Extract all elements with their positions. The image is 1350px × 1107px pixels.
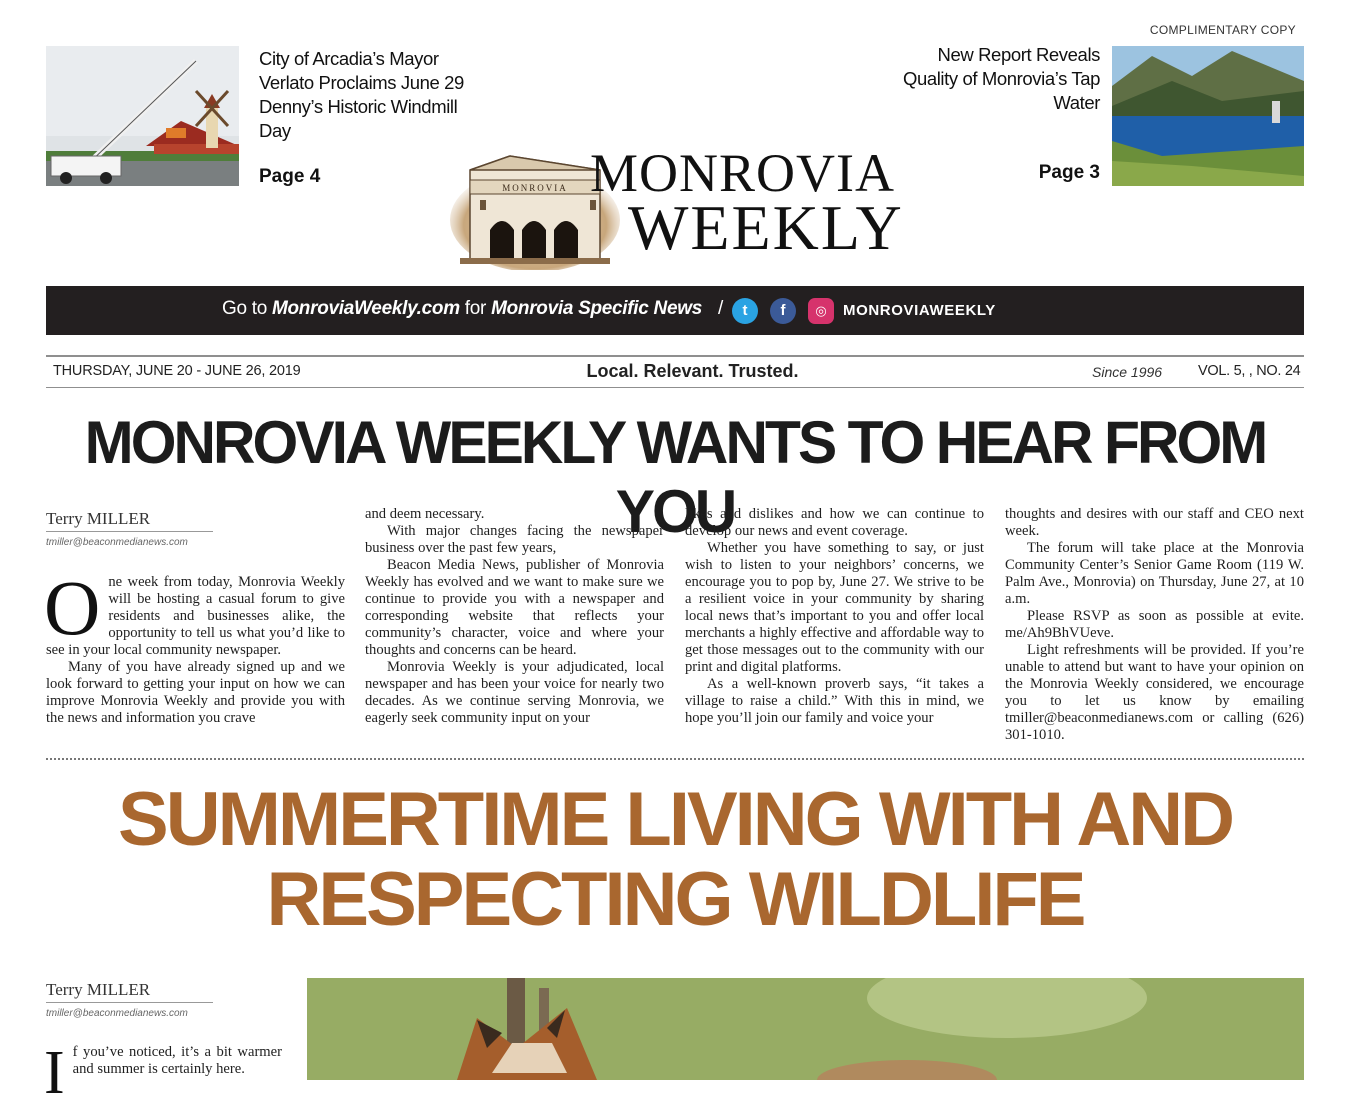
banner-for: for	[464, 298, 487, 319]
instagram-icon[interactable]: ◎	[808, 298, 834, 324]
twitter-icon[interactable]: t	[732, 298, 758, 324]
article1-byline-rule	[46, 531, 213, 532]
masthead-line1: MONROVIA	[590, 143, 895, 203]
teaser-left-page-ref[interactable]: Page 4	[259, 166, 321, 187]
banner-site-link[interactable]: MonroviaWeekly.com	[271, 298, 460, 319]
newspaper-motto: Local. Relevant. Trusted.	[586, 361, 799, 381]
article1-paragraph: likes and dislikes and how we can continue to develop our news and event coverage.	[685, 506, 984, 539]
article1-paragraph: Monrovia Weekly is your adjudicated, local newspaper and has been your voice for nearly two decades. As we continue serving Monrovia, we eagerly seek community input on your	[365, 659, 664, 726]
article2-headline[interactable]: SUMMERTIME LIVING WITH AND RESPECTING WILDLIFE	[118, 777, 1232, 942]
article1-author-email[interactable]: tmiller@beaconmedianews.com	[46, 537, 188, 548]
dateline-bottom-rule	[46, 387, 1304, 388]
banner-tagline: Monrovia Specific News	[491, 298, 702, 319]
windmill-photo[interactable]	[46, 46, 239, 186]
masthead-line2: WEEKLY	[628, 192, 904, 263]
article1-paragraph: As a well-known proverb says, “it takes a village to raise a child.” With this in mind, we hope you’ll join our family and voice your	[685, 676, 984, 726]
article2-byline-rule	[46, 1002, 213, 1003]
article1-column-2	[365, 506, 664, 727]
masthead-logo[interactable]	[590, 143, 930, 263]
article1-paragraph: Whether you have something to say, or just wish to listen to your neighbors’ concerns, we encourage you to pop by, June 27. We strive to be a resilient voice in your community by sharing local news that’s important to you and offer local merchants a highly effective and affordable way to get those messages out to the community with our print and digital platforms.	[685, 540, 984, 675]
social-handle[interactable]: MONROVIAWEEKLY	[843, 302, 996, 319]
complimentary-copy-label: COMPLIMENTARY COPY	[1149, 23, 1296, 37]
article1-author: Terry MILLER	[46, 509, 151, 528]
issue-date: THURSDAY, JUNE 20 - JUNE 26, 2019	[53, 363, 301, 379]
banner-slash: /	[718, 298, 724, 319]
article2-column-1	[44, 1039, 282, 1107]
article1-paragraph: Many of you have already signed up and we look forward to getting your input on how we can improve Monrovia Weekly and provide you with the news and information you crave	[46, 659, 345, 726]
article2-author-email[interactable]: tmiller@beaconmedianews.com	[46, 1008, 188, 1019]
reservoir-photo[interactable]	[1112, 46, 1304, 186]
teaser-right-page-ref[interactable]: Page 3	[1038, 162, 1100, 183]
building-sign-text: MONROVIA	[502, 183, 568, 193]
article1-paragraph: One week from today, Monrovia Weekly will be hosting a casual forum to give residents and businesses alike, the opportunity to tell us what you’d like to see in your local community newspaper.	[44, 564, 345, 658]
article1-column-1	[44, 564, 345, 727]
article1-paragraph: thoughts and desires with our staff and CEO next week.	[1005, 506, 1304, 539]
section-divider	[46, 758, 1304, 760]
banner-go-to: Go to	[222, 298, 267, 319]
article2-paragraph: If you’ve noticed, it’s a bit warmer and summer is certainly here.	[44, 1039, 282, 1107]
article1-paragraph: The forum will take place at the Monrovia Community Center’s Senior Game Room (119 W. Palm Ave., Monrovia) on Thursday, June 27, at 10 a.m.	[1005, 540, 1304, 607]
article1-headline[interactable]: MONROVIA WEEKLY WANTS TO HEAR FROM YOU	[84, 409, 1266, 545]
teaser-left-headline[interactable]: City of Arcadia’s Mayor Verlato Proclaims June 29 Denny’s Historic Windmill Day	[259, 48, 464, 141]
article1-paragraph: Please RSVP as soon as possible at evite. me/Ah9BhVUeve.	[1005, 608, 1304, 641]
article1-column-4	[1005, 506, 1304, 744]
dateline-top-rule	[46, 355, 1304, 357]
since-year: Since 1996	[1092, 364, 1163, 380]
article1-paragraph: and deem necessary.	[365, 506, 485, 522]
article1-column-3	[685, 506, 984, 727]
fox-photo[interactable]	[307, 978, 1304, 1080]
article1-paragraph: Beacon Media News, publisher of Monrovia Weekly has evolved and we want to make sure we continue to provide you with a newspaper and corresponding website that reflects your community’s character, voice and where your thoughts and concerns can be heard.	[365, 557, 664, 658]
article2-dropcap: I	[44, 1039, 65, 1107]
facebook-icon[interactable]: f	[770, 298, 796, 324]
article2-author: Terry MILLER	[46, 980, 151, 999]
article1-paragraph: With major changes facing the newspaper business over the past few years,	[365, 523, 664, 556]
banner-website-text[interactable]	[222, 298, 702, 320]
article1-dropcap: O	[44, 564, 101, 651]
article1-paragraph: Light refreshments will be provided. If you’re unable to attend but want to have your opinion on the Monrovia Weekly considered, we encourage you to let us know by emailing tmiller@beaconmedianews.com or calling (626) 301-1010.	[1005, 642, 1304, 743]
teaser-right-headline[interactable]: New Report Reveals Quality of Monrovia’s Tap Water	[902, 44, 1100, 113]
volume-number: VOL. 5, , NO. 24	[1198, 363, 1301, 379]
website-banner	[46, 286, 1304, 335]
